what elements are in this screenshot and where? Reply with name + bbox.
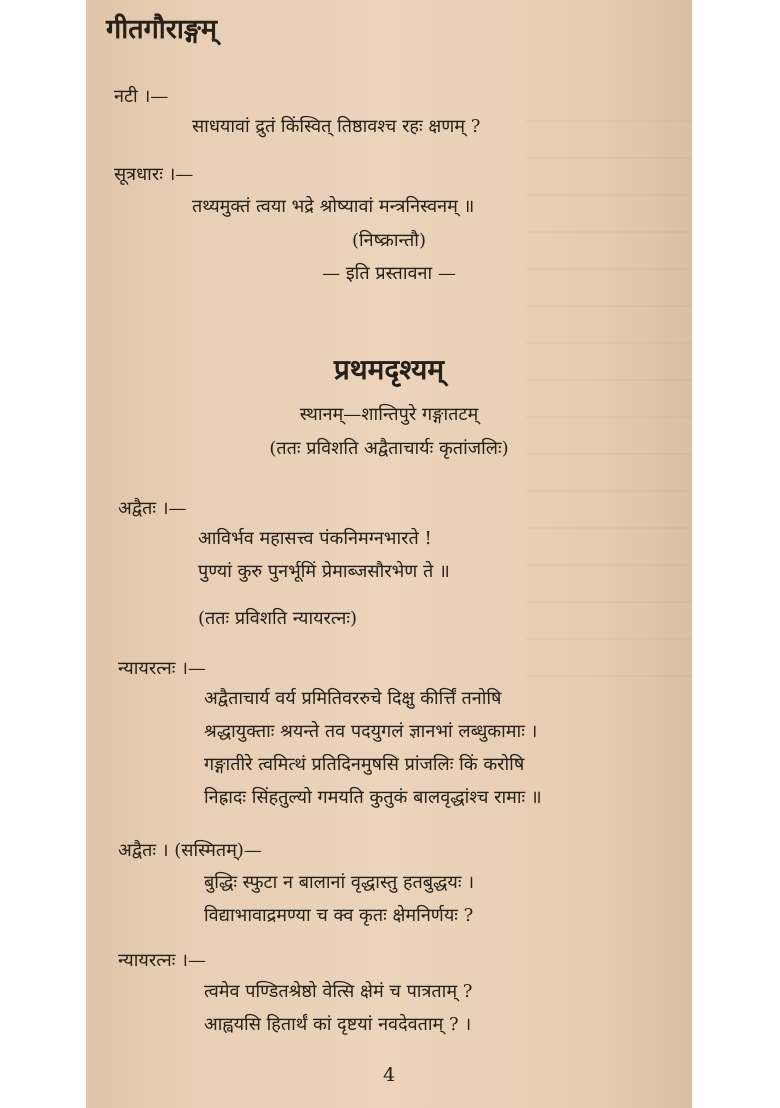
speaker-nati: नटी ।— — [114, 86, 169, 107]
book-page — [86, 0, 692, 1108]
verse-line: अद्वैताचार्य वर्य प्रमितिवररुचे दिक्षु कीर्त्तिं तनोषि — [204, 688, 502, 709]
stage-direction-exit: (निष्क्रान्तौ) — [352, 230, 426, 251]
verse-line: आह्वयसि हितार्थं कां दृष्टयां नवदेवताम् ? । — [204, 1014, 472, 1035]
stage-direction-entry-nyayaratna: (ततः प्रविशति न्यायरत्नः) — [198, 608, 358, 629]
sutradhara-line: तथ्यमुक्तं त्वया भद्रे श्रोष्यावां मन्त्रनिस्वनम् ॥ — [192, 196, 475, 217]
page-number: 4 — [382, 1064, 396, 1086]
speaker-advaita-smiling: अद्वैतः । (सस्मितम्)— — [118, 840, 262, 861]
running-head: गीतगौराङ्गम् — [106, 14, 218, 45]
verse-line: बुद्धिः स्फुटा न बालानां वृद्धास्तु हतबुद्धयः । — [204, 872, 475, 893]
verse-line: पुण्यां कुरु पुनर्भूमिं प्रेमाब्जसौरभेण ते ॥ — [198, 561, 450, 582]
speaker-sutradhara: सूत्रधारः ।— — [114, 164, 194, 185]
scene-place: स्थानम्—शान्तिपुरे गङ्गातटम् — [299, 404, 479, 425]
verse-line: गङ्गातीरे त्वमित्थं प्रतिदिनमुषसि प्रांजलिः किं करोषि — [204, 754, 525, 775]
end-of-prologue: — इति प्रस्तावना — — [322, 263, 456, 284]
speaker-advaita: अद्वैतः ।— — [118, 498, 187, 519]
scene-title: प्रथमदृश्यम् — [333, 353, 445, 386]
verse-line: विद्याभावाद्रमण्या च क्व कृतः क्षेमनिर्णयः ? — [204, 905, 474, 926]
stage-direction-entry: (ततः प्रविशति अद्वैताचार्यः कृतांजलिः) — [269, 438, 509, 459]
verse-line: त्वमेव पण्डितश्रेष्ठो वेत्सि क्षेमं च पात्रताम् ? — [204, 981, 473, 1002]
verse-line: निह्रादः सिंहतुल्यो गमयति कुतुकं बालवृद्धांश्च रामाः ॥ — [204, 787, 542, 808]
speaker-nyayaratna: न्यायरत्नः ।— — [118, 950, 206, 971]
verse-line: आविर्भव महासत्त्व पंकनिमग्नभारते ! — [198, 528, 432, 549]
show-through-texture — [526, 120, 692, 680]
nati-line: साधयावां द्रुतं किंस्वित् तिष्ठावश्च रहः क्षणम् ? — [192, 116, 481, 137]
speaker-nyayaratna: न्यायरत्नः ।— — [118, 658, 206, 679]
verse-line: श्रद्धायुक्ताः श्रयन्ते तव पदयुगलं ज्ञानभां लब्धुकामाः । — [204, 721, 538, 742]
